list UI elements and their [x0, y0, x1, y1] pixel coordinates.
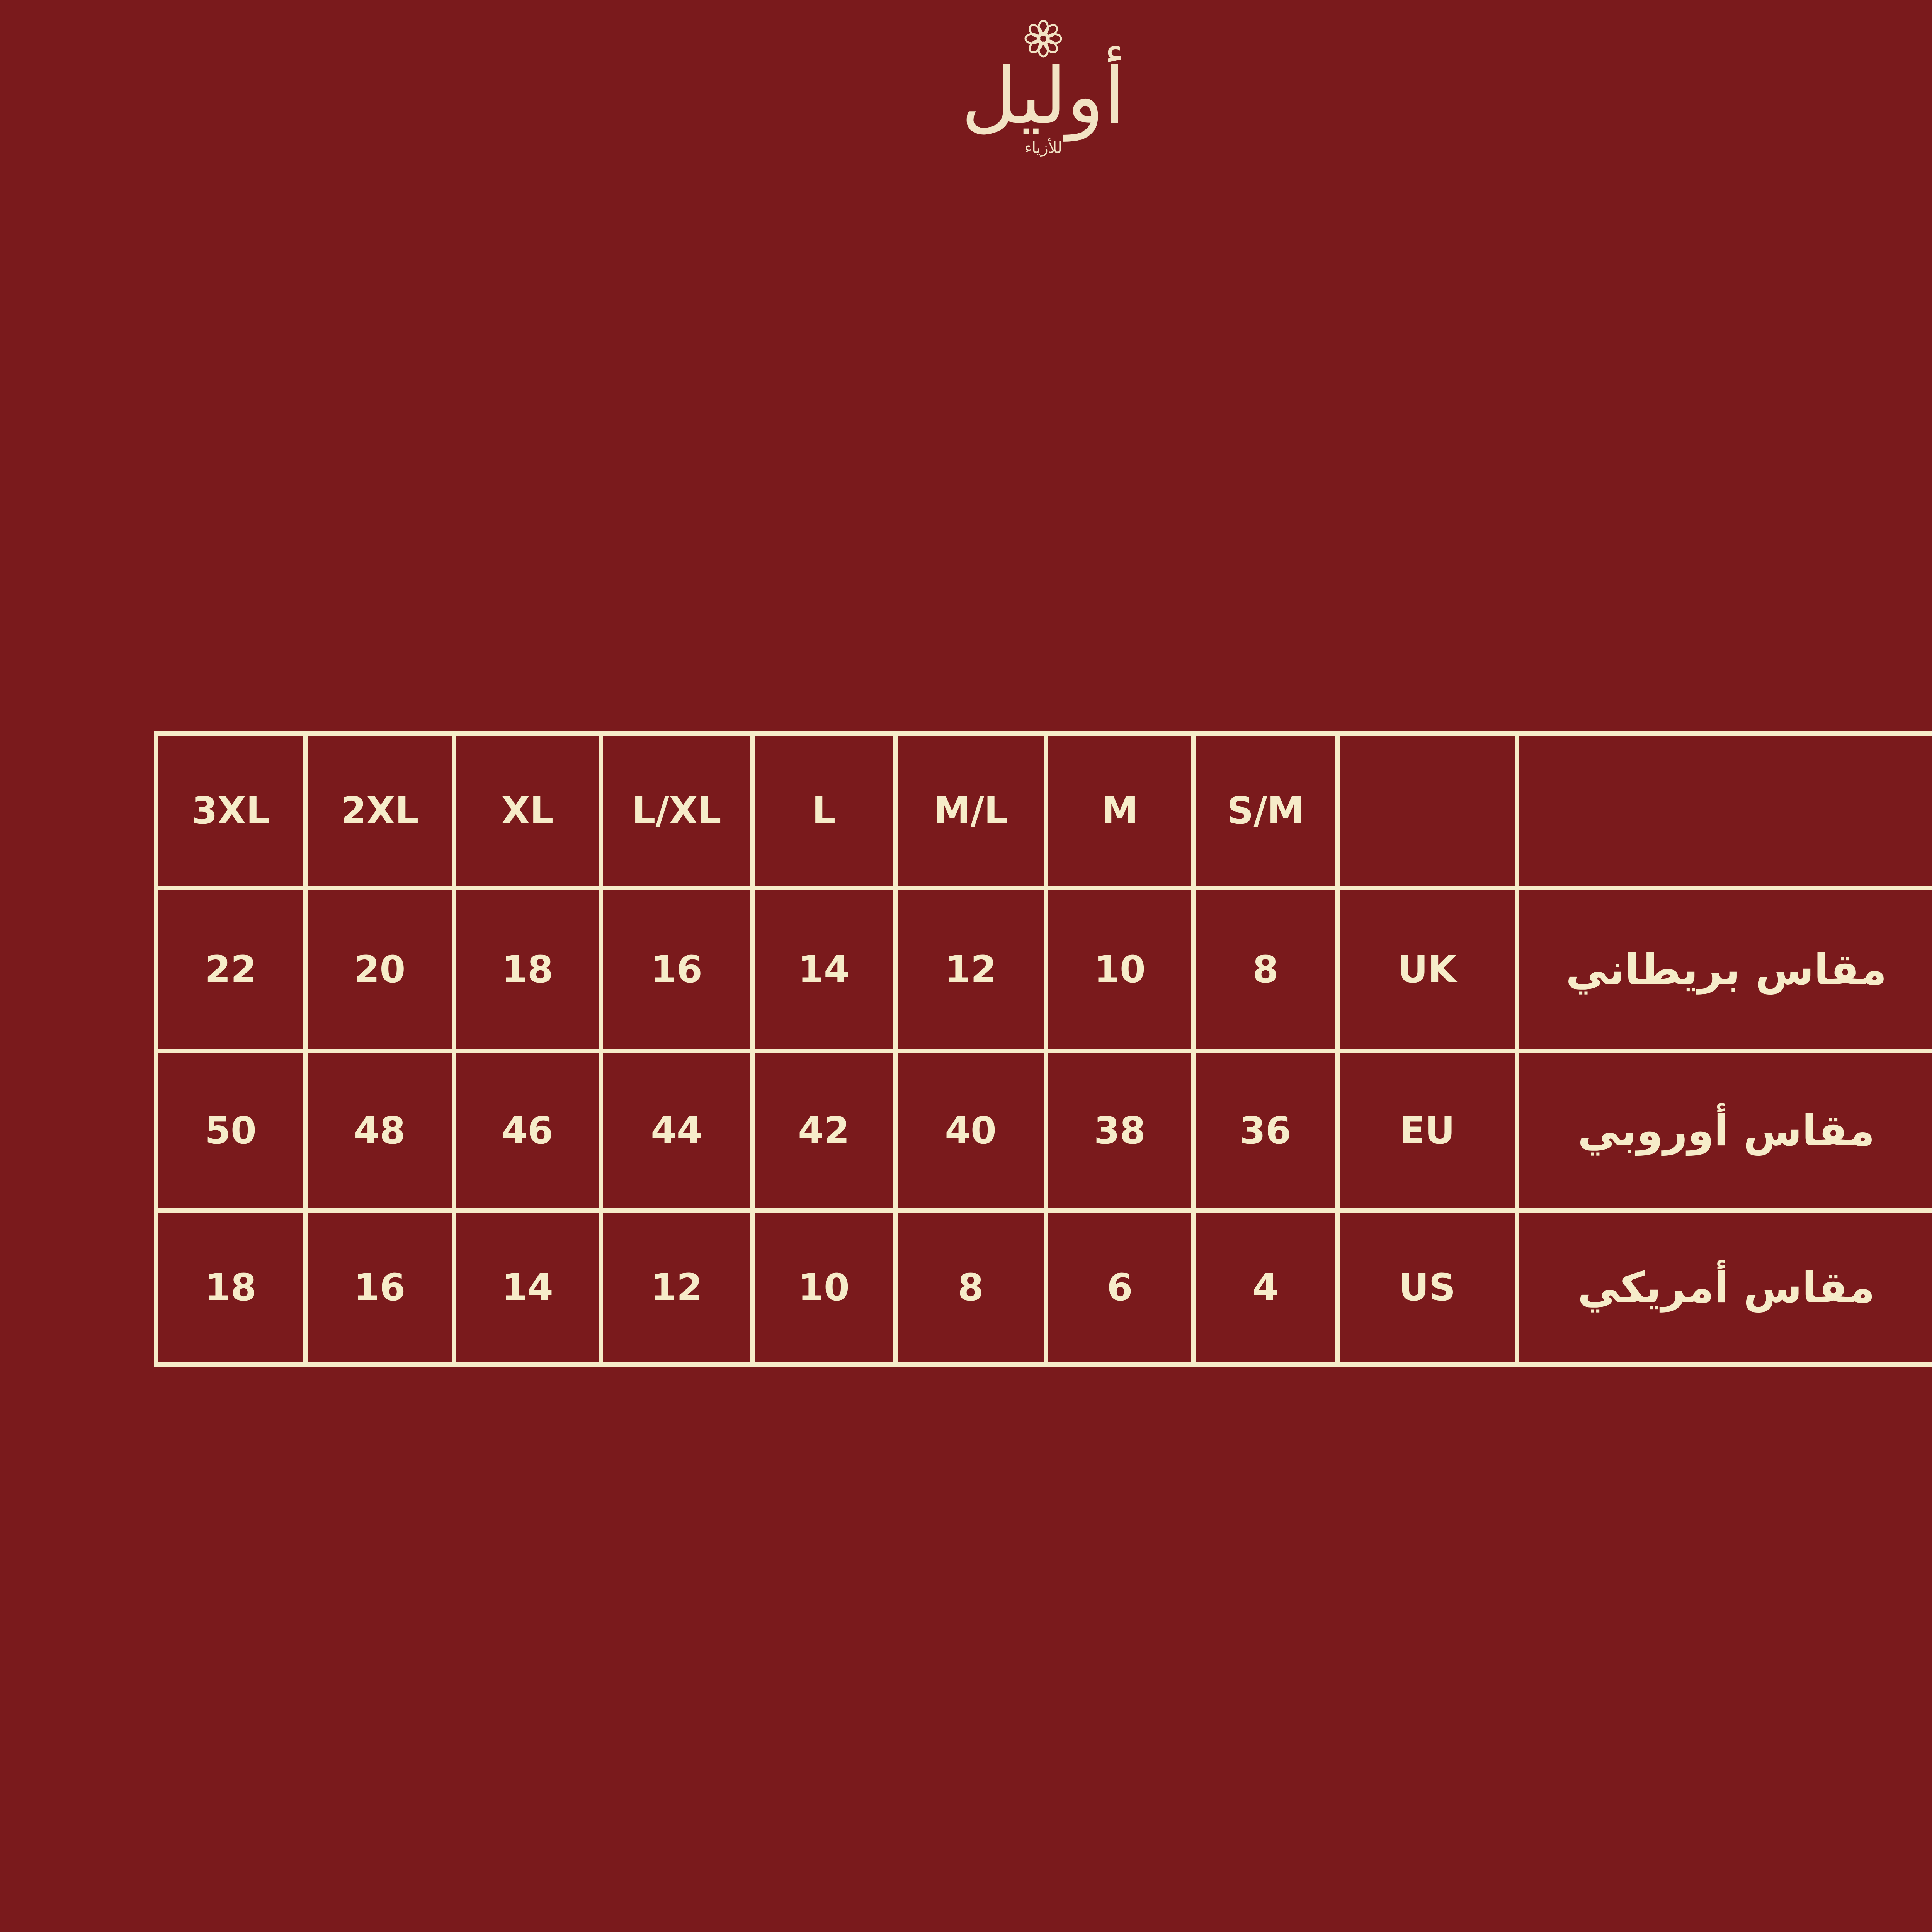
header-cell-m-l: M/L	[895, 733, 1046, 888]
brand-name: أوليل	[961, 51, 1126, 141]
table-row-eu	[156, 1051, 1932, 1210]
table-cell: 16	[305, 1210, 454, 1365]
header-cell-l: L	[752, 733, 895, 888]
table-cell: 14	[454, 1210, 601, 1365]
table-header-row	[156, 733, 1932, 888]
row-code-uk: UK	[1337, 888, 1517, 1051]
header-cell-s-m: S/M	[1194, 733, 1337, 888]
header-cell-2xl: 2XL	[305, 733, 454, 888]
table-cell: 4	[1194, 1210, 1337, 1365]
table-cell: 20	[305, 888, 454, 1051]
table-row-uk	[156, 888, 1932, 1051]
table-cell: 40	[895, 1051, 1046, 1210]
row-label-eu: مقاس أوروبي	[1517, 1051, 1932, 1210]
table-cell: 6	[1046, 1210, 1194, 1365]
table-cell: 12	[601, 1210, 752, 1365]
row-label-uk: مقاس بريطاني	[1517, 888, 1932, 1051]
header-cell-code	[1337, 733, 1517, 888]
row-code-us: US	[1337, 1210, 1517, 1365]
table-cell: 22	[156, 888, 305, 1051]
table-cell: 8	[1194, 888, 1337, 1051]
table-cell: 50	[156, 1051, 305, 1210]
header-cell-xl: XL	[454, 733, 601, 888]
table-cell: 36	[1194, 1051, 1337, 1210]
header-cell-label	[1517, 733, 1932, 888]
header-cell-3xl: 3XL	[156, 733, 305, 888]
table-cell: 12	[895, 888, 1046, 1051]
table-row-us	[156, 1210, 1932, 1365]
header-cell-m: M	[1046, 733, 1194, 888]
table-cell: 10	[752, 1210, 895, 1365]
table-cell: 10	[1046, 888, 1194, 1051]
table-cell: 8	[895, 1210, 1046, 1365]
brand-logo	[943, 15, 1144, 162]
table-cell: 42	[752, 1051, 895, 1210]
brand-tagline: للأزياء	[1024, 139, 1062, 157]
size-chart-table	[154, 731, 1932, 1367]
row-label-us: مقاس أمريكي	[1517, 1210, 1932, 1365]
table-cell: 16	[601, 888, 752, 1051]
table-cell: 44	[601, 1051, 752, 1210]
header-cell-l-xl: L/XL	[601, 733, 752, 888]
table-cell: 46	[454, 1051, 601, 1210]
table-cell: 48	[305, 1051, 454, 1210]
table-cell: 14	[752, 888, 895, 1051]
table-cell: 18	[454, 888, 601, 1051]
row-code-eu: EU	[1337, 1051, 1517, 1210]
table-cell: 18	[156, 1210, 305, 1365]
table-cell: 38	[1046, 1051, 1194, 1210]
